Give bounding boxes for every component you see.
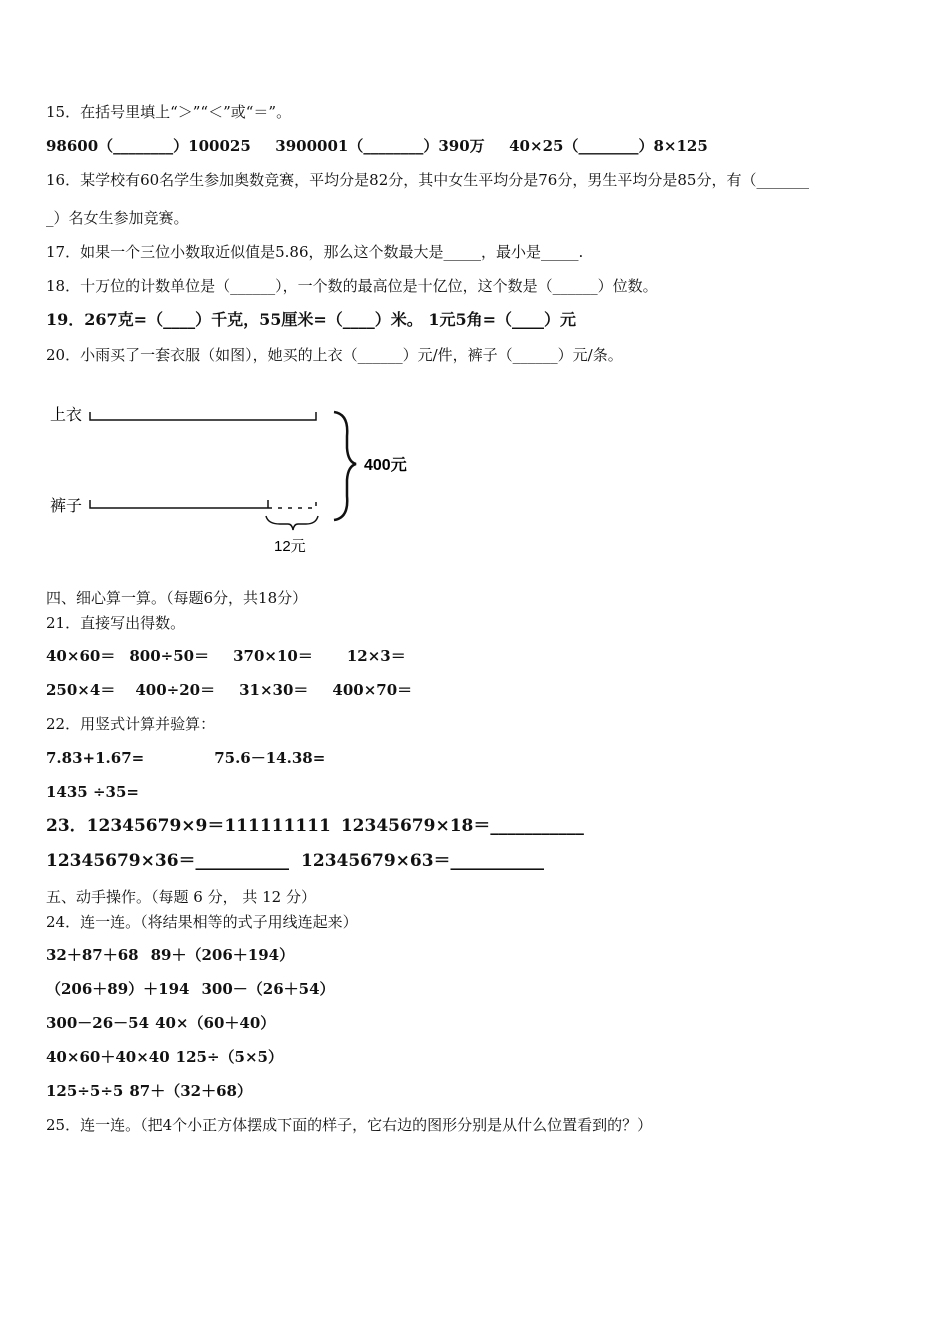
q22-row2: 1435 ÷35= xyxy=(46,783,139,801)
q21-item: 400÷20＝ xyxy=(135,681,216,699)
q21-item: 31×30＝ xyxy=(239,681,309,699)
q24-left: 40×60＋40×40 xyxy=(46,1048,170,1066)
q22-item: 7.83+1.67= xyxy=(46,749,145,767)
q21-item: 370×10＝ xyxy=(233,647,313,665)
q21-row2 xyxy=(46,680,412,700)
bottom-bar xyxy=(90,500,268,508)
q24-left: （206＋89）＋194 xyxy=(46,980,190,998)
q24-row xyxy=(46,1013,275,1033)
q24-row xyxy=(46,1047,283,1067)
q20-text: 20．小雨买了一套衣服（如图），她买的上衣（______）元/件，裤子（______）元/条。 xyxy=(46,346,623,364)
q24-right: 40×（60＋40） xyxy=(155,1014,276,1032)
q22-item: 75.6－14.38= xyxy=(214,749,326,767)
q24-right: 125÷（5×5） xyxy=(175,1048,283,1066)
q21-prompt: 21．直接写出得数。 xyxy=(46,614,186,632)
q24-row xyxy=(46,979,335,999)
q24-left: 300－26－54 xyxy=(46,1014,150,1032)
section-4-heading: 四、细心算一算。（每题6分，共18分） xyxy=(46,589,308,607)
q15-prompt: 15．在括号里填上“＞”“＜”或“＝”。 xyxy=(46,103,292,121)
q21-item: 800÷50＝ xyxy=(129,647,210,665)
q23-row2 xyxy=(46,851,544,871)
q24-row xyxy=(46,945,294,965)
q16-line2: _）名女生参加竞赛。 xyxy=(46,209,189,227)
q22-prompt: 22．用竖式计算并验算： xyxy=(46,715,216,733)
q22-row1 xyxy=(46,748,325,768)
q21-item: 12×3＝ xyxy=(346,647,406,665)
q23-item: 23．12345679×9＝111111111 xyxy=(46,816,331,836)
top-bar xyxy=(90,412,316,420)
q24-row xyxy=(46,1081,252,1101)
q15-item-1: 98600（________）100025 xyxy=(46,137,251,155)
q15-items xyxy=(46,136,708,156)
q24-left: 125÷5÷5 xyxy=(46,1082,124,1100)
diff-brace xyxy=(266,516,318,530)
clothing-price-diagram xyxy=(46,396,426,566)
q23-item: 12345679×63＝___________ xyxy=(301,851,545,871)
q16-line1: 16．某学校有60名学生参加奥数竞赛，平均分是82分，其中女生平均分是76分，男生平均分是85分，有（_______ xyxy=(46,171,809,189)
total-brace xyxy=(334,412,356,520)
q23-item: 12345679×18＝___________ xyxy=(340,816,584,836)
q15-item-3: 40×25（________）8×125 xyxy=(509,137,708,155)
q18: 18．十万位的计数单位是（______），一个数的最高位是十亿位，这个数是（______）位数。 xyxy=(46,277,658,295)
q24-right: 87＋（32＋68） xyxy=(129,1082,252,1100)
q23-row1 xyxy=(46,816,584,836)
q17: 17．如果一个三位小数取近似值是5.86，那么这个数最大是_____，最小是_____. xyxy=(46,243,584,261)
total-label: 400元 xyxy=(364,457,407,474)
q21-row1 xyxy=(46,646,406,666)
q24-left: 32＋87＋68 xyxy=(46,946,139,964)
diff-label: 12元 xyxy=(274,538,306,555)
bottom-bar-dashed xyxy=(268,500,316,508)
q21-item: 40×60＝ xyxy=(46,647,116,665)
q23-item: 12345679×36＝___________ xyxy=(46,851,290,871)
q19: 19．267克=（____）千克，55厘米=（____）米。 1元5角=（____）元 xyxy=(46,310,576,329)
section-5-heading: 五、动手操作。（每题 6 分， 共 12 分） xyxy=(46,888,316,906)
q15-item-2: 3900001（________）390万 xyxy=(275,137,485,155)
top-label: 上衣 xyxy=(50,407,83,424)
q25: 25．连一连。（把4个小正方体摆成下面的样子，它右边的图形分别是从什么位置看到的？） xyxy=(46,1116,653,1134)
q24-right: 89＋（206＋194） xyxy=(150,946,295,964)
q21-item: 400×70＝ xyxy=(332,681,413,699)
q24-right: 300－（26＋54） xyxy=(201,980,335,998)
bottom-label: 裤子 xyxy=(50,498,83,515)
q24-prompt: 24．连一连。（将结果相等的式子用线连起来） xyxy=(46,913,358,931)
q21-item: 250×4＝ xyxy=(46,681,116,699)
